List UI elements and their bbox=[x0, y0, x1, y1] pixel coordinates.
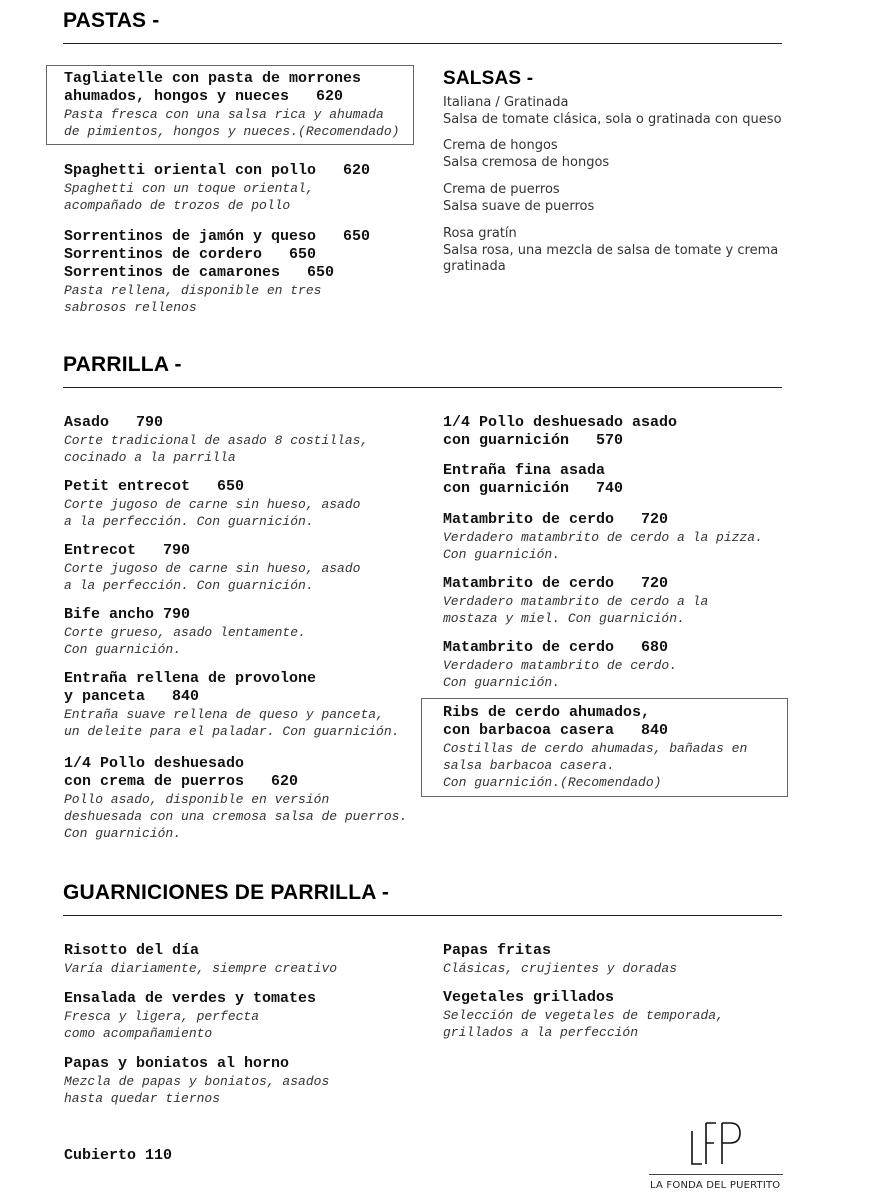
dish-name: Papas fritas bbox=[443, 942, 552, 959]
dish-description: Spaghetti con un toque oriental, acompañado de trozos de pollo bbox=[64, 181, 314, 213]
dish-name: Entrecot 790 bbox=[64, 542, 191, 559]
guarnicion-item-risotto bbox=[64, 942, 337, 977]
dish-description: Corte grueso, asado lentamente. Con guarnición. bbox=[64, 625, 306, 657]
dish-name: 1/4 Pollo deshuesado asado con guarnición 570 bbox=[443, 414, 678, 449]
guarnicion-item-ensalada bbox=[64, 990, 316, 1042]
sauce-description: Salsa rosa, una mezcla de salsa de tomate y crema gratinada bbox=[443, 242, 779, 274]
guarniciones-section-title: GUARNICIONES DE PARRILLA - bbox=[63, 881, 390, 904]
pasta-item-spaghetti bbox=[64, 162, 370, 214]
sauce-item-italiana bbox=[443, 95, 782, 128]
dish-description: Fresca y ligera, perfecta como acompañamiento bbox=[64, 1009, 260, 1041]
dish-description: Costillas de cerdo ahumadas, bañadas en salsa barbacoa casera. Con guarnición.(Recomendado) bbox=[443, 741, 748, 790]
parrilla-item-matambrito-mostaza bbox=[443, 575, 708, 627]
dish-name: Entraña fina asada con guarnición 740 bbox=[443, 462, 624, 497]
dish-name: 1/4 Pollo deshuesado con crema de puerros 620 bbox=[64, 755, 299, 790]
pasta-item-sorrentinos bbox=[64, 228, 370, 316]
dish-name: Matambrito de cerdo 720 bbox=[443, 575, 669, 592]
guarnicion-item-papas-boniatos bbox=[64, 1055, 329, 1107]
dish-description: Pasta fresca con una salsa rica y ahumada de pimientos, hongos y nueces.(Recomendado) bbox=[64, 107, 400, 139]
sauce-name: Crema de hongos bbox=[443, 138, 558, 153]
pasta-item-tagliatelle bbox=[64, 70, 399, 140]
parrilla-item-asado bbox=[64, 414, 368, 466]
sauce-name: Rosa gratín bbox=[443, 226, 517, 241]
guarnicion-item-papas-fritas bbox=[443, 942, 677, 977]
dish-description: Corte jugoso de carne sin hueso, asado a la perfección. Con guarnición. bbox=[64, 497, 361, 529]
dish-description: Selección de vegetales de temporada, grillados a la perfección bbox=[443, 1008, 724, 1040]
parrilla-item-entrana-fina bbox=[443, 462, 623, 498]
dish-name: Papas y boniatos al horno bbox=[64, 1055, 290, 1072]
sauce-description: Salsa cremosa de hongos bbox=[443, 154, 610, 170]
dish-name: Bife ancho 790 bbox=[64, 606, 191, 623]
dish-description: Mezcla de papas y boniatos, asados hasta quedar tiernos bbox=[64, 1074, 330, 1106]
parrilla-item-petit-entrecot bbox=[64, 478, 360, 530]
parrilla-item-entrana-rellena bbox=[64, 670, 399, 740]
dish-name: Ensalada de verdes y tomates bbox=[64, 990, 317, 1007]
sauce-item-puerros bbox=[443, 182, 594, 215]
guarnicion-item-vegetales bbox=[443, 989, 724, 1041]
lfp-monogram-icon bbox=[684, 1117, 746, 1169]
sauce-name: Crema de puerros bbox=[443, 182, 560, 197]
pastas-section-title: PASTAS - bbox=[63, 9, 160, 32]
dish-name: Petit entrecot 650 bbox=[64, 478, 245, 495]
guarniciones-divider bbox=[63, 915, 782, 916]
dish-name: Sorrentinos de jamón y queso 650 Sorrentinos de cordero 650 Sorrentinos de camarones 650 bbox=[64, 228, 371, 281]
dish-name: Spaghetti oriental con pollo 620 bbox=[64, 162, 371, 179]
parrilla-item-entrecot bbox=[64, 542, 360, 594]
brand-name: LA FONDA DEL PUERTITO bbox=[650, 1180, 781, 1191]
dish-name: Risotto del día bbox=[64, 942, 200, 959]
dish-description: Verdadero matambrito de cerdo. Con guarnición. bbox=[443, 658, 678, 690]
parrilla-item-bife-ancho bbox=[64, 606, 306, 658]
parrilla-divider bbox=[63, 387, 782, 388]
parrilla-item-matambrito bbox=[443, 639, 677, 691]
parrilla-item-matambrito-pizza bbox=[443, 511, 763, 563]
parrilla-item-ribs bbox=[443, 704, 747, 791]
dish-description: Clásicas, crujientes y doradas bbox=[443, 961, 678, 976]
dish-name: Ribs de cerdo ahumados, con barbacoa casera 840 bbox=[443, 704, 669, 739]
parrilla-item-pollo-asado bbox=[443, 414, 677, 450]
dish-name: Matambrito de cerdo 720 bbox=[443, 511, 669, 528]
dish-description: Corte tradicional de asado 8 costillas, cocinado a la parrilla bbox=[64, 433, 369, 465]
dish-description: Pasta rellena, disponible en tres sabrosos rellenos bbox=[64, 283, 322, 315]
sauce-name: Italiana / Gratinada bbox=[443, 95, 569, 110]
cubierto-price: Cubierto 110 bbox=[64, 1147, 173, 1164]
dish-description: Corte jugoso de carne sin hueso, asado a la perfección. Con guarnición. bbox=[64, 561, 361, 593]
dish-description: Entraña suave rellena de queso y panceta, un deleite para el paladar. Con guarnición. bbox=[64, 707, 400, 739]
salsas-section-title: SALSAS - bbox=[443, 68, 534, 89]
parrilla-section-title: PARRILLA - bbox=[63, 353, 182, 376]
dish-description: Varía diariamente, siempre creativo bbox=[64, 961, 338, 976]
dish-description: Verdadero matambrito de cerdo a la pizza. Con guarnición. bbox=[443, 530, 763, 562]
dish-description: Verdadero matambrito de cerdo a la mostaza y miel. Con guarnición. bbox=[443, 594, 709, 626]
sauce-description: Salsa de tomate clásica, sola o gratinada con queso bbox=[443, 111, 782, 127]
dish-name: Tagliatelle con pasta de morrones ahumados, hongos y nueces 620 bbox=[64, 70, 362, 105]
sauce-description: Salsa suave de puerros bbox=[443, 198, 595, 214]
sauce-item-rosa bbox=[443, 226, 778, 276]
parrilla-item-pollo-puerros bbox=[64, 755, 407, 842]
sauce-item-hongos bbox=[443, 138, 609, 171]
logo-divider bbox=[649, 1174, 783, 1175]
dish-description: Pollo asado, disponible en versión deshuesada con una cremosa salsa de puerros. Con guarnición. bbox=[64, 792, 408, 841]
dish-name: Vegetales grillados bbox=[443, 989, 615, 1006]
dish-name: Asado 790 bbox=[64, 414, 164, 431]
pastas-divider bbox=[63, 43, 782, 44]
dish-name: Matambrito de cerdo 680 bbox=[443, 639, 669, 656]
dish-name: Entraña rellena de provolone y panceta 840 bbox=[64, 670, 317, 705]
